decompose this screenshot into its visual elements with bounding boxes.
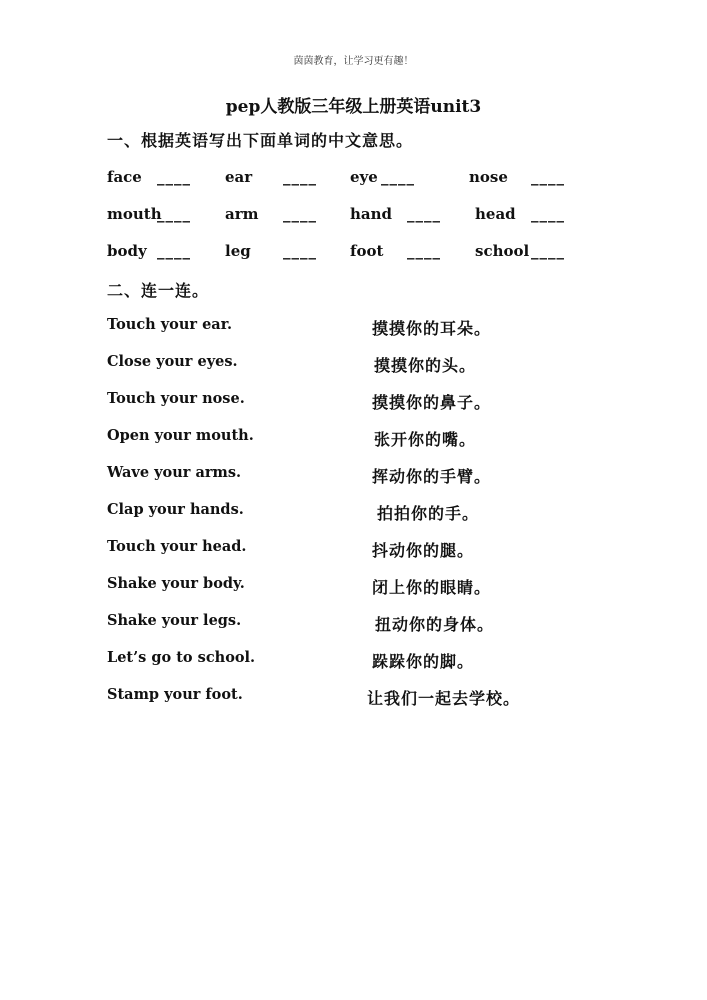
page-header: 茵茵教育，让学习更有趣！: [293, 56, 414, 67]
match-english[interactable]: Shake your legs.: [107, 612, 242, 629]
vocab-row: [107, 205, 607, 229]
vocab-word: school: [475, 242, 530, 260]
match-chinese[interactable]: 扭动你的身体。: [375, 615, 495, 634]
vocab-blank[interactable]: ____: [157, 242, 191, 260]
vocab-word: eye: [350, 168, 378, 186]
vocab-blank[interactable]: ____: [407, 205, 441, 223]
vocab-blank[interactable]: ____: [381, 168, 415, 186]
vocab-row: [107, 242, 607, 266]
match-row: [107, 575, 607, 597]
match-english[interactable]: Touch your head.: [107, 538, 247, 555]
vocab-word: leg: [225, 242, 251, 260]
vocab-blank[interactable]: ____: [283, 205, 317, 223]
match-chinese[interactable]: 摸摸你的头。: [374, 356, 477, 375]
vocab-blank[interactable]: ____: [407, 242, 441, 260]
match-english[interactable]: Close your eyes.: [107, 353, 238, 370]
section2-heading: 二、连一连。: [107, 281, 210, 300]
match-row: [107, 686, 607, 708]
match-row: [107, 390, 607, 412]
match-english[interactable]: Touch your nose.: [107, 390, 245, 407]
vocab-blank[interactable]: ____: [283, 168, 317, 186]
match-row: [107, 464, 607, 486]
vocab-blank[interactable]: ____: [531, 205, 565, 223]
vocab-word: body: [107, 242, 147, 260]
vocab-blank[interactable]: ____: [157, 168, 191, 186]
match-chinese[interactable]: 摸摸你的鼻子。: [372, 393, 492, 412]
vocab-word: face: [107, 168, 142, 186]
vocab-word: hand: [350, 205, 393, 223]
match-row: [107, 316, 607, 338]
match-english[interactable]: Open your mouth.: [107, 427, 254, 444]
match-chinese[interactable]: 张开你的嘴。: [374, 430, 477, 449]
match-english[interactable]: Wave your arms.: [107, 464, 242, 481]
vocab-blank[interactable]: ____: [531, 168, 565, 186]
match-chinese[interactable]: 让我们一起去学校。: [367, 689, 521, 708]
match-chinese[interactable]: 抖动你的腿。: [372, 541, 475, 560]
vocab-word: ear: [225, 168, 253, 186]
vocab-word: mouth: [107, 205, 162, 223]
vocab-word: head: [475, 205, 516, 223]
match-chinese[interactable]: 摸摸你的耳朵。: [372, 319, 492, 338]
match-row: [107, 501, 607, 523]
section1-heading: 一、根据英语写出下面单词的中文意思。: [107, 131, 414, 150]
vocab-word: arm: [225, 205, 259, 223]
match-row: [107, 612, 607, 634]
match-chinese[interactable]: 闭上你的眼睛。: [372, 578, 492, 597]
match-english[interactable]: Stamp your foot.: [107, 686, 243, 703]
match-row: [107, 427, 607, 449]
match-english[interactable]: Shake your body.: [107, 575, 245, 592]
vocab-blank[interactable]: ____: [157, 205, 191, 223]
vocab-row: [107, 168, 607, 192]
match-english[interactable]: Let’s go to school.: [107, 649, 256, 666]
vocab-word: nose: [469, 168, 508, 186]
match-chinese[interactable]: 跺跺你的脚。: [372, 652, 475, 671]
vocab-blank[interactable]: ____: [283, 242, 317, 260]
match-row: [107, 538, 607, 560]
match-row: [107, 649, 607, 671]
vocab-blank[interactable]: ____: [531, 242, 565, 260]
page-title: pep人教版三年级上册英语unit3: [225, 97, 482, 117]
vocab-word: foot: [350, 242, 384, 260]
match-english[interactable]: Clap your hands.: [107, 501, 244, 518]
match-row: [107, 353, 607, 375]
match-chinese[interactable]: 挥动你的手臂。: [372, 467, 492, 486]
match-chinese[interactable]: 拍拍你的手。: [377, 504, 480, 523]
match-english[interactable]: Touch your ear.: [107, 316, 233, 333]
